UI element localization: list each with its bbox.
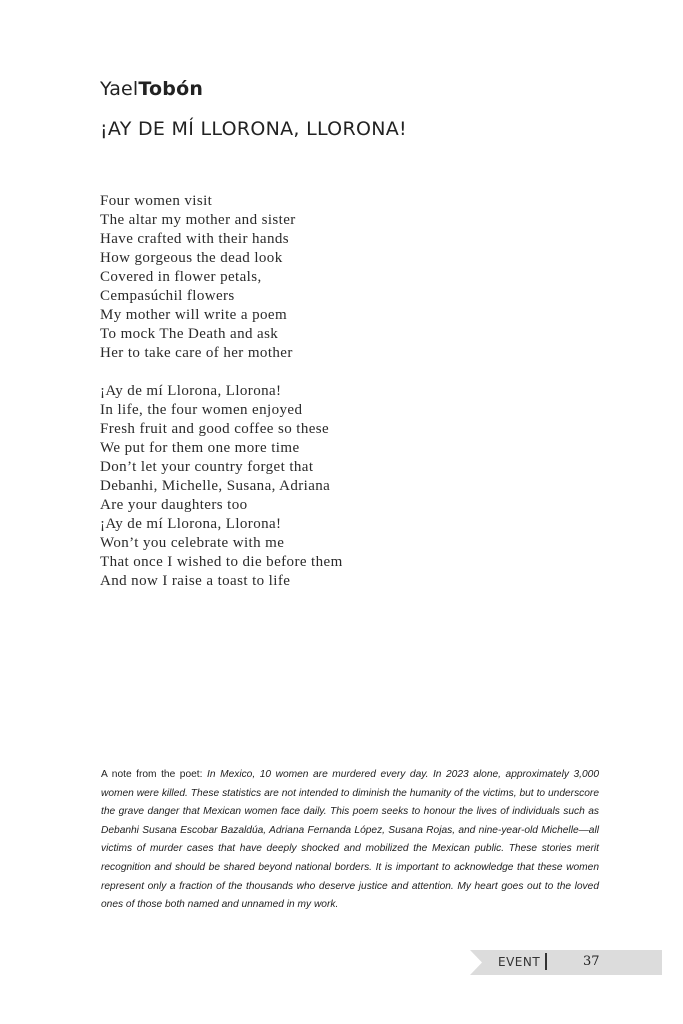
poem-line: That once I wished to die before them (100, 554, 343, 570)
poem-line: We put for them one more time (100, 440, 300, 456)
poem-line: ¡Ay de mí Llorona, Llorona! (100, 516, 282, 532)
poem-line: Won’t you celebrate with me (100, 535, 285, 551)
author-name (100, 78, 203, 100)
author-last-name: Tobón (138, 78, 204, 100)
poem-line: Have crafted with their hands (100, 231, 290, 247)
author-first-name: Yael (100, 78, 139, 100)
poem-line: Don’t let your country forget that (100, 459, 314, 475)
footer-section-label: EVENT (498, 955, 541, 969)
poem-line: My mother will write a poem (100, 307, 288, 323)
poem-line: Her to take care of her mother (100, 345, 293, 361)
stanza (100, 382, 343, 591)
poem-title: ¡AY DE MÍ LLORONA, LLORONA! (100, 118, 407, 140)
poet-note-lead: A note from the poet: (101, 769, 208, 780)
poem-line: Fresh fruit and good coffee so these (100, 421, 330, 437)
poem-line: Cempasúchil flowers (100, 288, 235, 304)
poet-note-body: In Mexico, 10 women are murdered every day. In 2023 alone, approximately 3,000 women were killed. These statistics are not intended to diminish the humanity of the victims, but to underscore the grave danger that Mexican women face daily. This poem seeks to honour the lives of individuals such as Debanhi Susana Escobar Bazaldúa, Adriana Fernanda López, Susana Rojas, and nine-year-old Michelle—all victims of murder cases that have deeply shocked and mobilized the Mexican public. These stories merit recognition and should be shared beyond national borders. It is important to acknowledge that these women represent only a fraction of the thousands who deserve justice and attention. My heart goes out to the loved ones of those both named and unnamed in my work. (101, 769, 599, 911)
poem-line: Debanhi, Michelle, Susana, Adriana (100, 478, 331, 494)
poem-line: And now I raise a toast to life (100, 573, 291, 589)
footer-divider (545, 953, 547, 970)
stanza (100, 192, 343, 363)
poem-line: To mock The Death and ask (100, 326, 279, 342)
poem-body (100, 192, 343, 610)
poem-line: Four women visit (100, 193, 213, 209)
poem-line: The altar my mother and sister (100, 212, 296, 228)
poem-line: In life, the four women enjoyed (100, 402, 303, 418)
poem-line: Covered in flower petals, (100, 269, 262, 285)
poet-note (101, 766, 599, 915)
poem-line: Are your daughters too (100, 497, 248, 513)
poem-line: How gorgeous the dead look (100, 250, 283, 266)
page-number: 37 (583, 954, 600, 969)
poem-line: ¡Ay de mí Llorona, Llorona! (100, 383, 282, 399)
